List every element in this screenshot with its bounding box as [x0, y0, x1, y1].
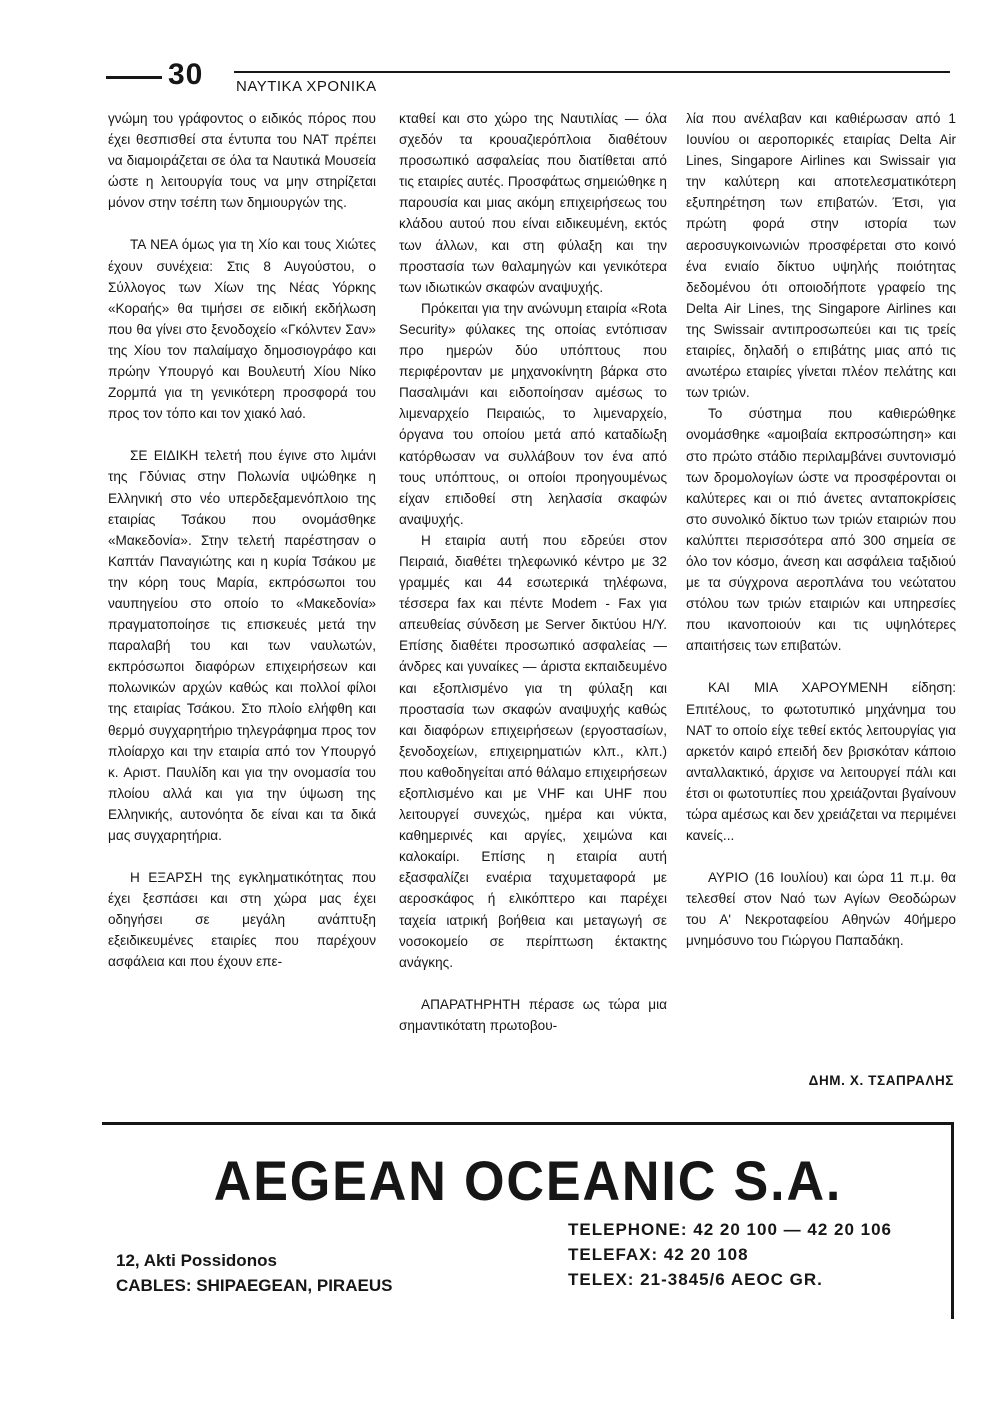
- header-rule-left: [106, 76, 162, 79]
- paragraph: ΚΑΙ ΜΙΑ ΧΑΡΟΥΜΕΝΗ είδηση: Επιτέλους, το φωτοτυπικό μηχάνημα του ΝΑΤ το οποίο είχε τεθεί εκτός λειτουργίας για αρκετόν καιρό επειδή δεν βρισκόταν κάποιο ανταλλακτικό, άρχισε να λειτουργεί πάλι και έτσι οι φωτοτυπίες που χρειάζονται βγαίνουν τώρα αμέσως και δεν χρειάζεται να περιμένει κανείς...: [686, 680, 956, 844]
- page-number: 30: [168, 58, 204, 91]
- header-rule-right: [234, 71, 950, 73]
- paragraph: ΤΑ ΝΕΑ όμως για τη Χίο και τους Χιώτες έχουν συνέχεια: Στις 8 Αυγούστου, ο Σύλλογος των Χίων της Νέας Υόρκης «Κοραής» θα τιμήσει σε ειδική εκδήλωση που θα γίνει στο ξενοδοχείο «Γκόλντεν Σαν» της Χίου τον παλαίμαχο δημοσιογράφο και πρώην Υπουργό και Βουλευτή Χίου Νίκο Ζορμπά για τη γενικότερη προσφορά του προς τον τόπο και τον χιακό λαό.: [108, 237, 376, 422]
- paragraph: Η ΕΞΑΡΣΗ της εγκληματικότητας που έχει ξεσπάσει και στη χώρα μας έχει οδηγήσει σε μεγάλη ανάπτυξη εξειδικευμένες εταιρίες που παρέχουν ασφάλεια και που έχουν επε-: [108, 870, 376, 970]
- paragraph: ΑΥΡΙΟ (16 Ιουλίου) και ώρα 11 π.μ. θα τελεσθεί στον Ναό των Αγίων Θεοδώρων του Α' Νεκροταφείου Αθηνών 40ήμερο μνημόσυνο του Γιώργου Παπαδάκη.: [686, 870, 956, 949]
- publication-title: ΝΑΥΤΙΚΑ ΧΡΟΝΙΚΑ: [236, 78, 377, 95]
- paragraph: λία που ανέλαβαν και καθιέρωσαν από 1 Ιουνίου οι αεροπορικές εταιρίας Delta Air Lines, Singapore Airlines και Swissair για την καλύτερη και αποτελεσματικότερη εξυπηρέτηση των επιβατών. Έτσι, για πρώτη φορά στην ιστορία των αεροσυγκοινωνιών προσφέρεται στο κοινό ένα ενιαίο δίκτυο υψηλής ποιότητας δεδομένου ότι οποιοδήποτε γραφείο της Delta Air Lines, της Singapore Airlines και της Swissair αντιπροσωπεύει και τις τρείς εταιρίες, δηλαδή ο επιβάτης μιας από τις ανωτέρω εταιρίες γίνεται πλέον πελάτης και των τριών.: [686, 111, 956, 401]
- ad-telex: TELEX: 21-3845/6 AEOC GR.: [568, 1270, 823, 1289]
- article-column-1: [108, 108, 376, 973]
- author-signature: ΔΗΜ. Χ. ΤΣΑΠΡΑΛΗΣ: [808, 1073, 954, 1088]
- ad-telefax: TELEFAX: 42 20 108: [568, 1245, 749, 1264]
- paragraph: Το σύστημα που καθιερώθηκε ονομάσθηκε «αμοιβαία εκπροσώπηση» και στο πρώτο στάδιο περιλαμβάνει συντονισμό των δρομολογίων ώστε να προσφέρονται οι καλύτερες και οι πιό άνετες ανταποκρίσεις στο συνολικό δίκτυο των τριών εταιριών που καλύπτει περισσότερα από 300 σημεία σε όλο τον κόσμο, άνεση και ασφάλεια ταξιδιού με τα σύγχρονα αεροπλάνα του νεώτατου στόλου των τριών εταιριών και υπηρεσίες που ικανοποιούν και τις υψηλότερες απαιτήσεις των επιβατών.: [686, 406, 956, 654]
- ad-address: 12, Akti Possidonos: [116, 1251, 277, 1270]
- ad-right-rule: [951, 1122, 954, 1319]
- paragraph: κταθεί και στο χώρο της Ναυτιλίας — όλα σχεδόν τα κρουαζιερόπλοια διαθέτουν προσωπικό ασφαλείας που διατίθεται από τις εταιρίες αυτές. Προσφάτως σημειώθηκε η παρουσία και μιας ακόμη επιχειρήσεως του κλάδου αυτού που είναι ειδικευμένη, εκτός των άλλων, και στη φύλαξη και την προστασία των θαλαμηγών και γενικότερα των ιδιωτικών σκαφών αναψυχής.: [399, 111, 667, 295]
- article-column-2: [399, 108, 667, 1036]
- advertisement-box: [102, 1122, 954, 1319]
- ad-company-name: AEGEAN OCEANIC S.A.: [213, 1149, 843, 1212]
- paragraph: Η εταιρία αυτή που εδρεύει στον Πειραιά, διαθέτει τηλεφωνικό κέντρο με 32 γραμμές και 44 εσωτερικά τηλέφωνα, τέσσερα fax και πέντε Modem - Fax για απευθείας σύνδεση με Server δικτύου Η/Υ. Επίσης διαθέτει προσωπικό ασφαλείας — άνδρες και γυναίκες — άριστα εκπαιδευμένο και εξοπλισμένο για τη φύλαξη και προστασία των σκαφών αναψυχής καθώς και διαφόρων επιχειρήσεων (εργοστασίων, ξενοδοχείων, επιχειρηματιών κλπ., κλπ.) που καθοδηγείται από θάλαμο επιχειρήσεων εξοπλισμένο και με VHF και UHF που λειτουργεί συνεχώς, ημέρα και νύκτα, καθημερινές και αργίες, χειμώνα και καλοκαίρι. Επίσης η εταιρία αυτή εξασφαλίζει εναέρια ταχυμεταφορά με αεροσκάφος ή ελικόπτερο και παρέχει ταχεία ιατρική βοήθεια και μεταγωγή σε νοσοκομείο σε περίπτωση έκτακτης ανάγκης.: [399, 532, 667, 970]
- paragraph: γνώμη του γράφοντος ο ειδικός πόρος που έχει θεσπισθεί στα έντυπα του ΝΑΤ πρέπει να διαμοιράζεται σε όλα τα Ναυτικά Μουσεία ώστε η λειτουργία τους να μην στηρίζεται μόνον στην τσέπη των δημιουργών της.: [108, 111, 376, 211]
- paragraph: ΣΕ ΕΙΔΙΚΗ τελετή που έγινε στο λιμάνι της Γδύνιας στην Πολωνία υψώθηκε η Ελληνική στο νέο υπερδεξαμενόπλοιο της εταιρίας Τσάκου που ονομάσθηκε «Μακεδονία». Στην τελετή παρέστησαν ο Καπτάν Παναγιώτης και η κυρία Τσάκου με την κόρη τους Μαρία, εκπρόσωποι του ναυπηγείου στο οποίο το «Μακεδονία» πραγματοποίησε τις επισκευές μετά την παραλαβή του και των ναυλωτών, εκπρόσωποι διαφόρων επιχειρήσεων και πολωνικών αρχών καθώς και πολλοί φίλοι της εταιρίας Τσάκου. Στο πλοίο ελήφθη και θερμό συγχαρητήριο τηλεγράφημα προς τον πλοίαρχο και την εταιρία από τον Υπουργό κ. Αριστ. Παυλίδη και για την ονομασία του πλοίου αλλά και για την ύψωση της Ελληνικής, αυτονόητα δε είναι και τα δικά μας συγχαρητήρια.: [108, 448, 376, 843]
- ad-cables: CABLES: SHIPAEGEAN, PIRAEUS: [116, 1276, 393, 1295]
- ad-telephone: TELEPHONE: 42 20 100 — 42 20 106: [568, 1220, 892, 1239]
- article-column-3: [686, 108, 956, 952]
- ad-address-block: [116, 1248, 392, 1298]
- ad-top-rule: [102, 1122, 954, 1125]
- ad-contact-block: [568, 1217, 892, 1292]
- paragraph: Πρόκειται για την ανώνυμη εταιρία «Rota Security» φύλακες της οποίας εντόπισαν προ ημερών δύο υπόπτους που περιφέρονταν με μηχανοκίνητη βάρκα στο Πασαλιμάνι και ειδοποίησαν αμέσως το λιμεναρχείο Πειραιώς, το λιμεναρχείο, όργανα του οποίου μετά από καταδίωξη κατόρθωσαν να συλλάβουν τον ένα από τους υπόπτους, οι οποίοι προηγουμένως είχαν επιδοθεί στη λεηλασία σκαφών αναψυχής.: [399, 300, 667, 527]
- paragraph: ΑΠΑΡΑΤΗΡΗΤΗ πέρασε ως τώρα μια σημαντικότατη πρωτοβου-: [399, 996, 667, 1033]
